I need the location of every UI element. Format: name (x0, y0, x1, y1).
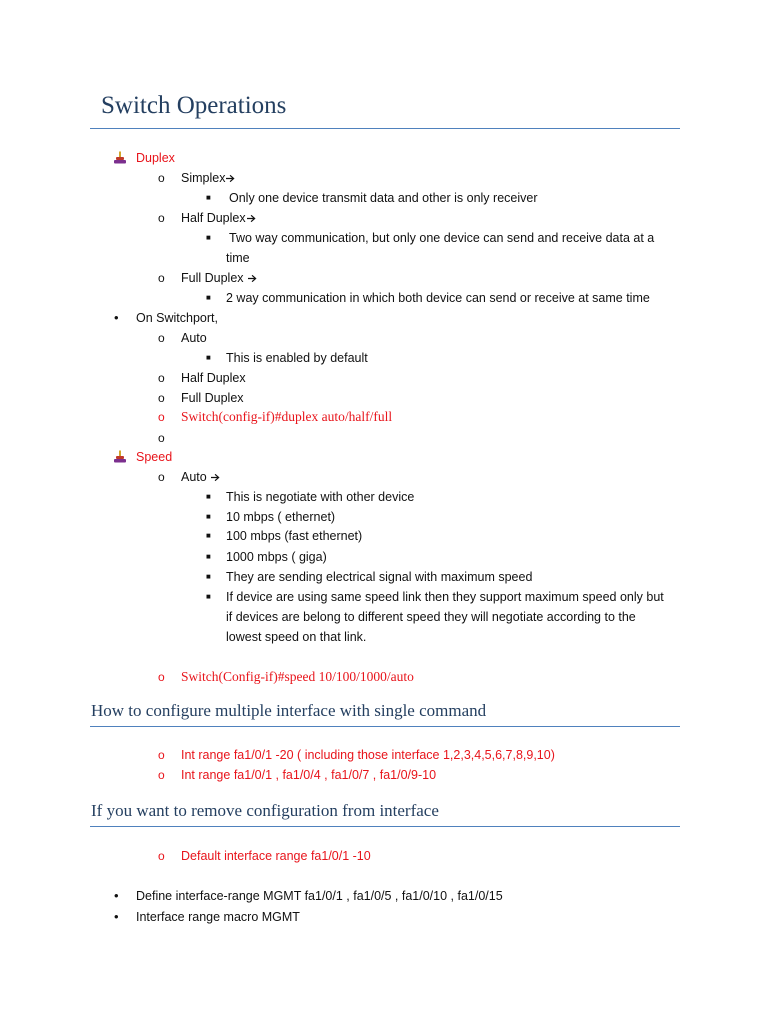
square-bullet-icon: ■ (206, 193, 211, 202)
range-item: Int range fa1/0/1 , fa1/0/4 , fa1/0/7 , fa1/0/9-10 (181, 768, 437, 782)
switchport-auto: Auto (181, 331, 207, 345)
hand-bullet-icon (113, 450, 127, 464)
speed-item: 100 mbps (fast ethernet) (226, 529, 363, 543)
full-duplex-label: Full Duplex (181, 271, 247, 285)
speed-item: They are sending electrical signal with maximum speed (226, 570, 533, 584)
circle-bullet-icon: o (158, 331, 165, 345)
page-title: Switch Operations (101, 92, 287, 119)
speed-item: This is negotiate with other device (226, 490, 415, 504)
switchport-auto-desc: This is enabled by default (226, 351, 368, 365)
simplex-desc: Only one device transmit data and other is only receiver (229, 191, 538, 205)
simplex-label: Simplex (181, 171, 226, 185)
speed-item: 1000 mbps ( giga) (226, 550, 327, 564)
half-desc-line-1: Two way communication, but only one device can send and receive data at a (229, 231, 655, 245)
half-desc-line-2: time (226, 251, 250, 265)
full-desc: 2 way communication in which both device can send or receive at same time (226, 291, 650, 305)
square-bullet-icon: ■ (206, 531, 211, 540)
range-heading: How to configure multiple interface with single command (91, 701, 487, 720)
title-rule (90, 128, 680, 129)
right-arrow-icon (226, 174, 235, 183)
circle-bullet-icon: o (158, 391, 165, 405)
right-arrow-icon (248, 274, 257, 283)
speed-note-line-3: lowest speed on that link. (226, 630, 367, 644)
switchport-heading: On Switchport, (136, 311, 218, 325)
speed-item: 10 mbps ( ethernet) (226, 510, 336, 524)
right-arrow-icon (247, 214, 256, 223)
circle-bullet-icon: o (158, 171, 165, 185)
square-bullet-icon: ■ (206, 572, 211, 581)
speed-note-line-2: if devices are belong to different speed they will negotiate according to the (226, 610, 636, 624)
circle-bullet-icon: o (158, 211, 165, 225)
remove-heading: If you want to remove configuration from interface (91, 801, 439, 820)
range-rule (90, 726, 680, 727)
dot-bullet-icon: • (114, 310, 119, 325)
remove-bullet: Interface range macro MGMT (136, 910, 300, 924)
circle-bullet-icon: o (158, 470, 165, 484)
dot-bullet-icon: • (114, 909, 119, 924)
circle-bullet-icon: o (158, 849, 165, 863)
range-item: Int range fa1/0/1 -20 ( including those interface 1,2,3,4,5,6,7,8,9,10) (181, 748, 555, 762)
square-bullet-icon: ■ (206, 293, 211, 302)
remove-rule (90, 826, 680, 827)
switchport-half: Half Duplex (181, 371, 246, 385)
half-duplex-label: Half Duplex (181, 211, 246, 225)
speed-auto-label: Auto (181, 470, 211, 484)
list-item (181, 172, 235, 185)
speed-heading: Speed (136, 450, 173, 464)
duplex-command: Switch(config-if)#duplex auto/half/full (181, 409, 393, 424)
dot-bullet-icon: • (114, 888, 119, 903)
square-bullet-icon: ■ (206, 353, 211, 362)
circle-bullet-icon: o (158, 670, 165, 684)
speed-note-line-1: If device are using same speed link then they support maximum speed only but (226, 590, 664, 604)
circle-bullet-icon: o (158, 371, 165, 385)
list-item (181, 471, 220, 484)
hand-bullet-icon (113, 151, 127, 165)
circle-bullet-icon: o (158, 271, 165, 285)
circle-bullet-icon: o (158, 768, 165, 782)
square-bullet-icon: ■ (206, 552, 211, 561)
right-arrow-icon (211, 473, 220, 482)
circle-bullet-icon: o (158, 410, 165, 424)
speed-command: Switch(Config-if)#speed 10/100/1000/auto (181, 669, 414, 684)
square-bullet-icon: ■ (206, 592, 211, 601)
square-bullet-icon: ■ (206, 492, 211, 501)
square-bullet-icon: ■ (206, 512, 211, 521)
remove-bullet: Define interface-range MGMT fa1/0/1 , fa1/0/5 , fa1/0/10 , fa1/0/15 (136, 889, 503, 903)
remove-command: Default interface range fa1/0/1 -10 (181, 849, 371, 863)
list-item (181, 272, 257, 285)
switchport-full: Full Duplex (181, 391, 244, 405)
circle-bullet-icon: o (158, 431, 165, 445)
list-item (181, 212, 256, 225)
circle-bullet-icon: o (158, 748, 165, 762)
duplex-heading: Duplex (136, 151, 175, 165)
square-bullet-icon: ■ (206, 233, 211, 242)
